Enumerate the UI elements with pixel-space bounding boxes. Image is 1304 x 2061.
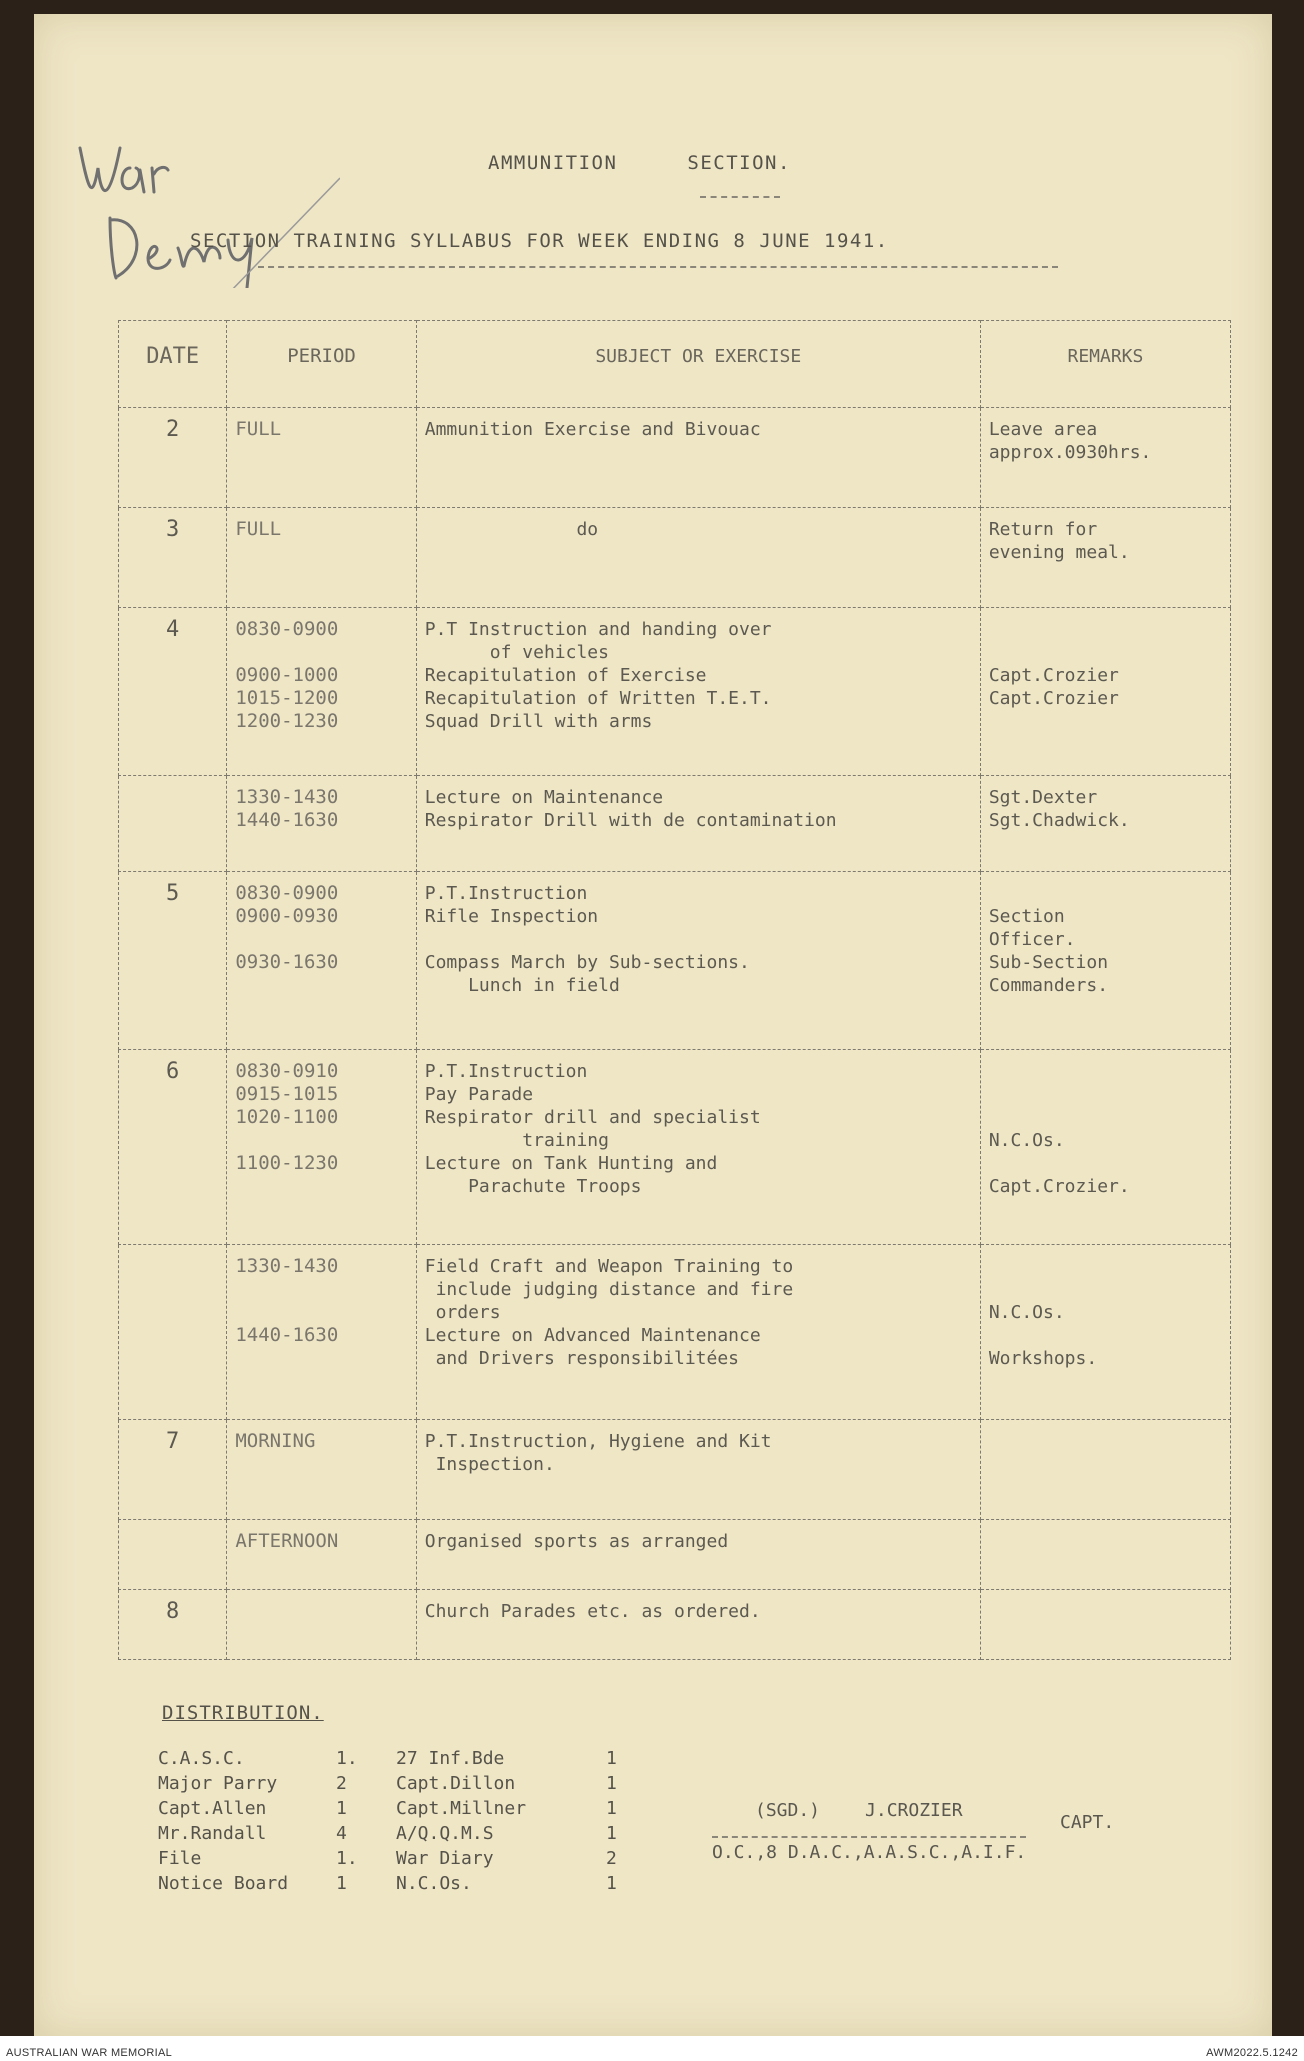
recipient-qty: 4 — [336, 1823, 347, 1844]
row-period — [227, 1590, 416, 1660]
row-date: 4 — [119, 608, 227, 776]
row-date: 2 — [119, 408, 227, 508]
row-subject: Field Craft and Weapon Training to include judging distance and fire orders Lecture on Advanced Maintenance and Drivers responsibilitées — [416, 1245, 980, 1420]
recipient-qty: 1 — [606, 1823, 617, 1844]
table-row — [119, 608, 1231, 776]
row-period: MORNING — [227, 1420, 416, 1520]
recipient-qty: 2 — [336, 1773, 347, 1794]
row-remarks: N.C.Os. Workshops. — [980, 1245, 1230, 1420]
signature-name: J.CROZIER — [865, 1800, 963, 1821]
recipient-qty: 1 — [606, 1748, 617, 1769]
recipient-name: Notice Board — [158, 1873, 289, 1894]
row-period: FULL — [227, 408, 416, 508]
row-subject: Organised sports as arranged — [416, 1520, 980, 1590]
row-subject: Ammunition Exercise and Bivouac — [416, 408, 980, 508]
document-title — [488, 152, 791, 174]
row-date: 3 — [119, 508, 227, 608]
recipient-name: Major Parry — [158, 1773, 278, 1794]
table-row — [119, 1590, 1231, 1660]
table-row — [119, 1050, 1231, 1245]
recipient-name: 27 Inf.Bde — [396, 1748, 505, 1769]
signature-sgd: (SGD.) — [755, 1800, 821, 1821]
table-row — [119, 1520, 1231, 1590]
row-subject: P.T.Instruction, Hygiene and Kit Inspection. — [416, 1420, 980, 1520]
recipient-name: C.A.S.C. — [158, 1748, 245, 1769]
recipient-name: Capt.Dillon — [396, 1773, 516, 1794]
header-period: PERIOD — [227, 321, 416, 408]
list-item — [158, 1796, 636, 1821]
row-date: 6 — [119, 1050, 227, 1245]
recipient-name: Mr.Randall — [158, 1823, 267, 1844]
header-subject: SUBJECT OR EXERCISE — [416, 321, 980, 408]
row-remarks — [980, 1520, 1230, 1590]
training-syllabus-table — [118, 320, 1231, 1660]
row-date: 5 — [119, 872, 227, 1050]
recipient-name: A/Q.Q.M.S — [396, 1823, 494, 1844]
row-period: AFTERNOON — [227, 1520, 416, 1590]
list-item — [158, 1871, 636, 1896]
row-date — [119, 776, 227, 872]
signature-rank: CAPT. — [1060, 1812, 1115, 1833]
document-subtitle: SECTION TRAINING SYLLABUS FOR WEEK ENDING 8 JUNE 1941. — [190, 230, 889, 252]
row-date: 7 — [119, 1420, 227, 1520]
row-remarks: Capt.Crozier Capt.Crozier — [980, 608, 1230, 776]
recipient-name: Capt.Millner — [396, 1798, 527, 1819]
recipient-qty: 1 — [336, 1873, 347, 1894]
header-remarks: REMARKS — [980, 321, 1230, 408]
row-remarks — [980, 1590, 1230, 1660]
title-ammunition: AMMUNITION — [488, 152, 618, 174]
row-date — [119, 1520, 227, 1590]
table-row — [119, 776, 1231, 872]
recipient-name: Capt.Allen — [158, 1798, 267, 1819]
list-item — [158, 1846, 636, 1871]
list-item — [158, 1746, 636, 1771]
table-row — [119, 1420, 1231, 1520]
row-period: 0830-0900 0900-0930 0930-1630 — [227, 872, 416, 1050]
row-remarks — [980, 1420, 1230, 1520]
row-subject: Lecture on Maintenance Respirator Drill with de contamination — [416, 776, 980, 872]
signature-line — [755, 1800, 963, 1821]
row-period: 1330-1430 1440-1630 — [227, 1245, 416, 1420]
row-date: 8 — [119, 1590, 227, 1660]
recipient-name: War Diary — [396, 1848, 494, 1869]
row-subject: P.T Instruction and handing over of vehicles Recapitulation of Exercise Recapitulation of Written T.E.T. Squad Drill with arms — [416, 608, 980, 776]
recipient-name: N.C.Os. — [396, 1873, 472, 1894]
row-remarks: Section Officer. Sub-Section Commanders. — [980, 872, 1230, 1050]
title-underline — [700, 196, 780, 198]
table-row — [119, 872, 1231, 1050]
handwritten-war-diary-annotation — [70, 108, 340, 288]
distribution-list — [158, 1746, 636, 1896]
table-row — [119, 408, 1231, 508]
footer-reference: AWM2022.5.1242 — [1206, 2047, 1298, 2059]
row-period: 0830-0910 0915-1015 1020-1100 1100-1230 — [227, 1050, 416, 1245]
recipient-name: File — [158, 1848, 202, 1869]
title-section: SECTION. — [687, 152, 791, 174]
row-remarks: Sgt.Dexter Sgt.Chadwick. — [980, 776, 1230, 872]
recipient-qty: 1. — [336, 1748, 358, 1769]
table-row — [119, 1245, 1231, 1420]
recipient-qty: 1 — [336, 1798, 347, 1819]
recipient-qty: 1 — [606, 1798, 617, 1819]
row-subject: P.T.Instruction Pay Parade Respirator drill and specialist training Lecture on Tank Hunting and Parachute Troops — [416, 1050, 980, 1245]
row-subject: Church Parades etc. as ordered. — [416, 1590, 980, 1660]
header-date: DATE — [119, 321, 227, 408]
row-remarks: N.C.Os. Capt.Crozier. — [980, 1050, 1230, 1245]
recipient-qty: 2 — [606, 1848, 617, 1869]
row-period: 1330-1430 1440-1630 — [227, 776, 416, 872]
row-period: FULL — [227, 508, 416, 608]
recipient-qty: 1. — [336, 1848, 358, 1869]
row-date — [119, 1245, 227, 1420]
row-subject: P.T.Instruction Rifle Inspection Compass March by Sub-sections. Lunch in field — [416, 872, 980, 1050]
row-remarks: Leave area approx.0930hrs. — [980, 408, 1230, 508]
signature-unit: O.C.,8 D.A.C.,A.A.S.C.,A.I.F. — [712, 1836, 1026, 1863]
recipient-qty: 1 — [606, 1773, 617, 1794]
archive-footer — [0, 2036, 1304, 2061]
recipient-qty: 1 — [606, 1873, 617, 1894]
table-row — [119, 508, 1231, 608]
subtitle-underline — [258, 266, 1058, 268]
row-period: 0830-0900 0900-1000 1015-1200 1200-1230 — [227, 608, 416, 776]
footer-institution: AUSTRALIAN WAR MEMORIAL — [6, 2047, 173, 2059]
row-remarks: Return for evening meal. — [980, 508, 1230, 608]
list-item — [158, 1771, 636, 1796]
distribution-heading: DISTRIBUTION. — [162, 1702, 324, 1724]
row-subject: do — [416, 508, 980, 608]
table-header-row — [119, 321, 1231, 408]
list-item — [158, 1821, 636, 1846]
